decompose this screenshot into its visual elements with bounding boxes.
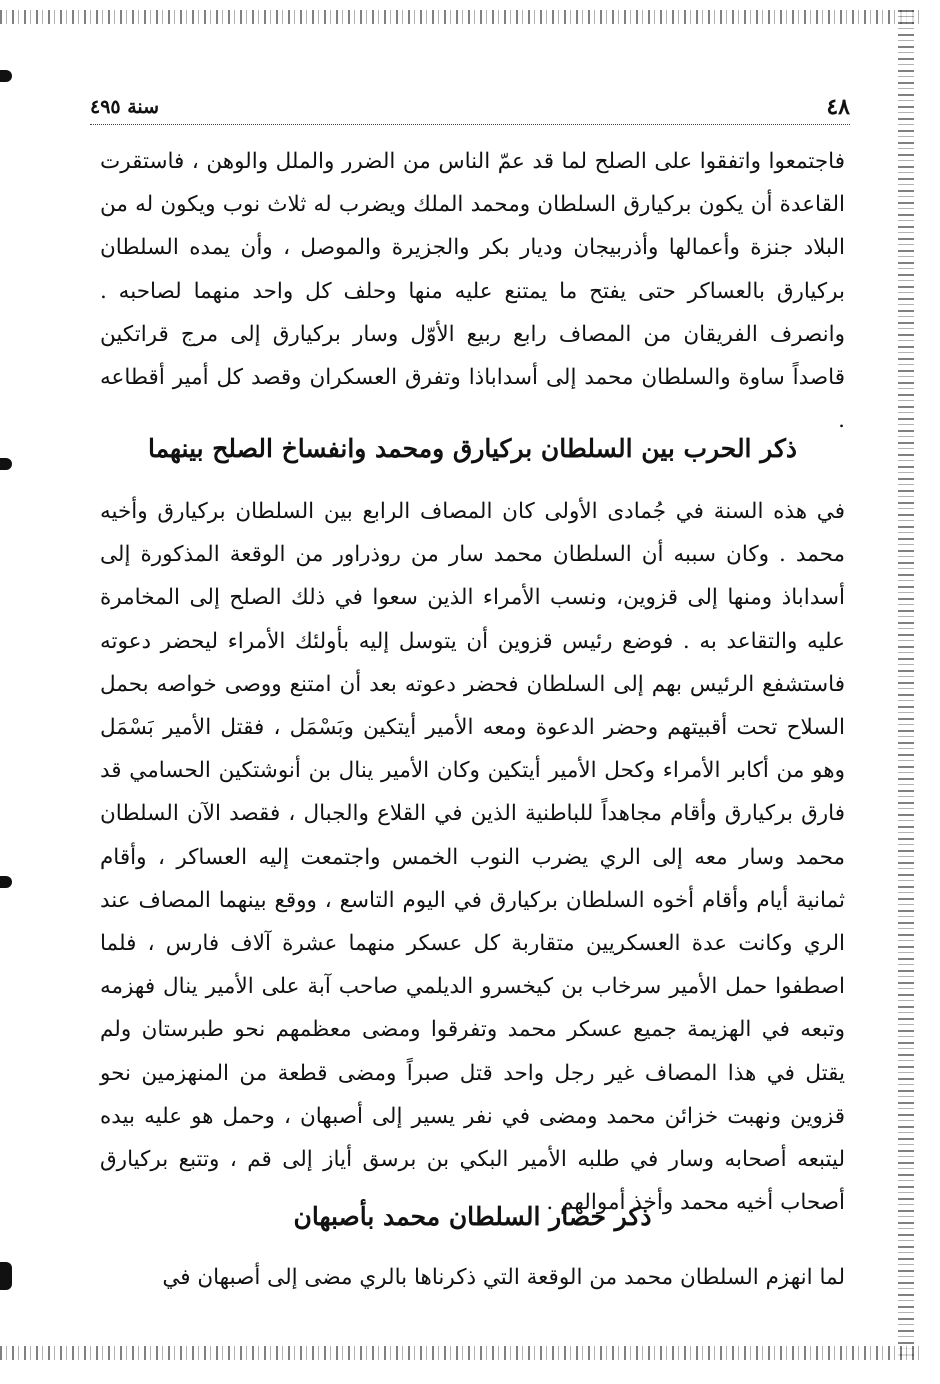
page-number: ٤٨ [826,94,850,120]
section-heading-2: ذكر حصار السلطان محمد بأصبهان [293,1202,652,1231]
page-header [90,94,850,125]
top-ornamental-border [0,10,922,24]
scan-margin-mark [0,1262,12,1290]
year-label: سنة ٤٩٥ [90,96,160,118]
paragraph-3: لما انهزم السلطان محمد من الوقعة التي ذكرناها بالري مضى إلى أصبهان في [162,1265,845,1290]
scan-margin-mark [0,876,12,888]
scan-margin-mark [0,458,12,470]
paragraph-1: فاجتمعوا واتفقوا على الصلح لما قد عمّ الناس من الضرر والملل والوهن ، فاستقرت القاعدة أن يكون بركيارق السلطان ومحمد الملك ويضرب له ثلاث نوب ويكون له من البلاد جنزة وأعمالها وأذربيجان وديار بكر والجزيرة والموصل ، وأن يمده السلطان بركيارق بالعساكر حتى يفتح ما يمتنع عليه منها وحلف كل واحد منهما لصاحبه . وانصرف الفريقان من المصاف رابع ربيع الأوّل وسار بركيارق إلى مرج قراتكين قاصداً ساوة والسلطان محمد إلى أسداباذا وتفرق العسكران وقصد كل أمير أقطاعه . [100,149,845,434]
right-ornamental-border [898,10,914,1360]
bottom-ornamental-border [0,1346,922,1360]
section-heading-1: ذكر الحرب بين السلطان بركيارق ومحمد وانفساخ الصلح بينهما [147,434,798,463]
paragraph-2: في هذه السنة في جُمادى الأولى كان المصاف الرابع بين السلطان بركيارق وأخيه محمد . وكان سببه أن السلطان محمد سار من روذراور من الوقعة المذكورة إلى أسداباذ ومنها إلى قزوين، ونسب الأمراء الذين سعوا في ذلك الصلح إلى المخامرة عليه والتقاعد به . فوضع رئيس قزوين أن يتوسل إليه بأولئك الأمراء ليحضر دعوته فاستشفع الرئيس بهم إلى السلطان فحضر دعوته بعد أن امتنع ووصى خواصه بحمل السلاح تحت أقبيتهم وحضر الدعوة ومعه الأمير أيتكين وبَسْمَل ، فقتل الأمير بَسْمَل وهو من أكابر الأمراء وكحل الأمير أيتكين وكان الأمير ينال بن أنوشتكين الحسامي قد فارق بركيارق وأقام مجاهداً للباطنية الذين في القلاع والجبال ، فقصد الآن السلطان محمد وسار معه إلى الري يضرب النوب الخمس واجتمعت إليه العساكر ، وأقام ثمانية أيام وأقام أخوه السلطان بركيارق في اليوم التاسع ، ووقع بينهما المصاف عند الري وكانت عدة العسكريين متقاربة كل عسكر منهما عشرة آلاف فارس ، فلما اصطفوا حمل الأمير سرخاب بن كيخسرو الديلمي صاحب آبة على الأمير ينال فهزمه وتبعه في الهزيمة جميع عسكر محمد وتفرقوا ومضى معظمهم نحو طبرستان ولم يقتل في هذا المصاف غير رجل واحد قتل صبراً ومضى قطعة من المنهزمين نحو قزوين ونهبت خزائن محمد ومضى في نفر يسير إلى أصبهان ، وحمل هو عليه بيده ليتبعه أصحابه وسار في طلبه الأمير البكي بن برسق أياز إلى قم ، وتتبع بركيارق أصحاب أخيه محمد وأخذ أموالهم . [100,499,845,1216]
scan-margin-mark [0,70,12,82]
